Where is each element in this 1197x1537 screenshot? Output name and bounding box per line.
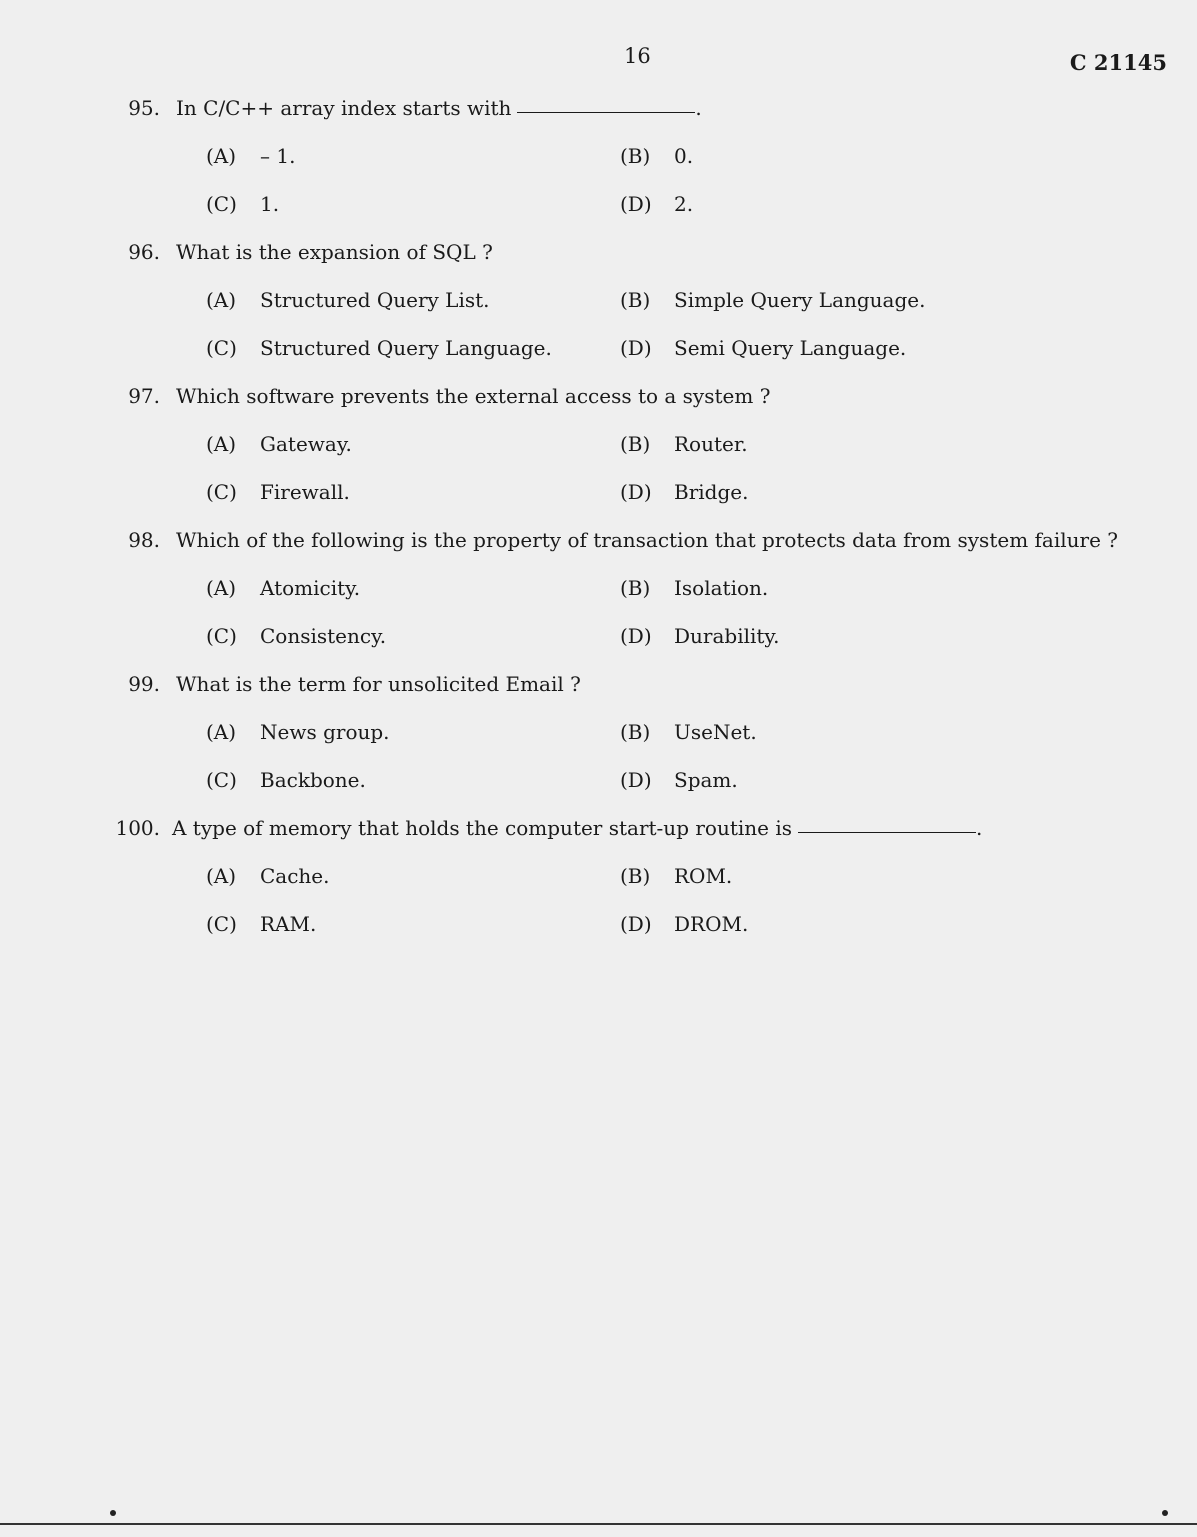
option-a: (A) News group.: [206, 720, 390, 744]
option-d: (D) Bridge.: [620, 480, 749, 504]
option-a: (A) Structured Query List.: [206, 288, 490, 312]
option-a: (A) Cache.: [206, 864, 330, 888]
option-c: (C) RAM.: [206, 912, 317, 936]
option-a: (A) – 1.: [206, 144, 296, 168]
question-number: 96.: [128, 240, 160, 264]
option-c: (C) Backbone.: [206, 768, 366, 792]
option-b: (B) Simple Query Language.: [620, 288, 926, 312]
scan-mark: [1162, 1510, 1168, 1516]
option-d: (D) DROM.: [620, 912, 749, 936]
question-text: What is the term for unsolicited Email ?: [176, 672, 581, 696]
scan-mark: [110, 1510, 116, 1516]
answer-blank: [517, 112, 695, 113]
question-number: 97.: [128, 384, 160, 408]
option-a: (A) Atomicity.: [206, 576, 361, 600]
option-d: (D) 2.: [620, 192, 694, 216]
question-text: Which of the following is the property of transaction that protects data from system failure ?: [176, 528, 1118, 552]
question-text: What is the expansion of SQL ?: [176, 240, 493, 264]
paper-code: C 21145: [1069, 50, 1167, 75]
option-d: (D) Spam.: [620, 768, 738, 792]
option-c: (C) Firewall.: [206, 480, 350, 504]
option-d: (D) Semi Query Language.: [620, 336, 907, 360]
option-b: (B) ROM.: [620, 864, 733, 888]
page-number: 16: [624, 44, 651, 68]
question-number: 98.: [128, 528, 160, 552]
option-a: (A) Gateway.: [206, 432, 352, 456]
question-number: 99.: [128, 672, 160, 696]
option-c: (C) 1.: [206, 192, 280, 216]
option-b: (B) Router.: [620, 432, 748, 456]
question-number: 100.: [115, 816, 160, 840]
question-text: A type of memory that holds the computer start-up routine is .: [172, 816, 983, 840]
answer-blank: [798, 832, 976, 833]
option-d: (D) Durability.: [620, 624, 780, 648]
option-b: (B) 0.: [620, 144, 694, 168]
option-b: (B) UseNet.: [620, 720, 757, 744]
option-c: (C) Consistency.: [206, 624, 387, 648]
bottom-rule: [0, 1523, 1197, 1525]
question-text: In C/C++ array index starts with .: [176, 96, 702, 120]
question-number: 95.: [128, 96, 160, 120]
question-100: [0, 816, 1197, 1006]
option-c: (C) Structured Query Language.: [206, 336, 552, 360]
option-b: (B) Isolation.: [620, 576, 769, 600]
question-text: Which software prevents the external access to a system ?: [176, 384, 771, 408]
